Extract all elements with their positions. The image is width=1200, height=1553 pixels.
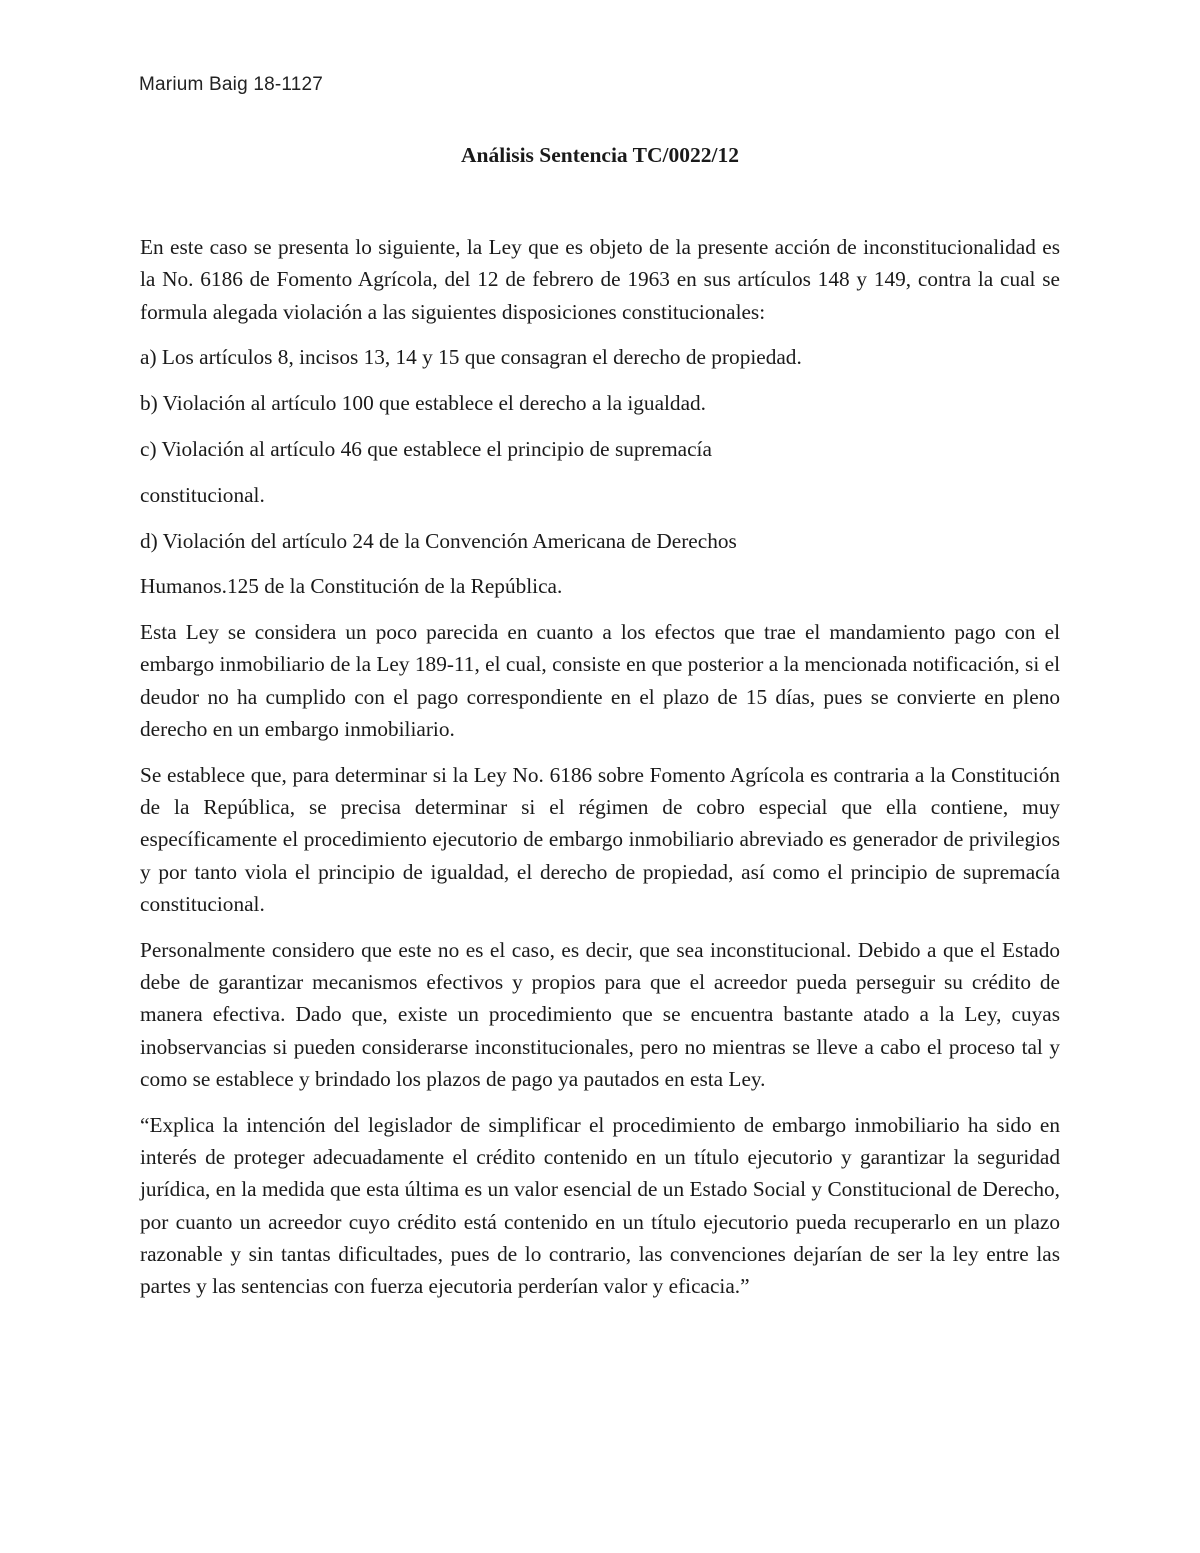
list-item-d: d) Violación del artículo 24 de la Convención Americana de Derechos — [140, 528, 737, 553]
list-item-c-continued: constitucional. — [140, 482, 265, 507]
author-header: Marium Baig 18-1127 — [139, 74, 324, 95]
quotation-paragraph: “Explica la intención del legislador de simplificar el procedimiento de embargo inmobiliario ha sido en interés de proteger adecuadamente el crédito contenido en un título ejecutorio y garantizar la seguridad jurídica, en la medida que esta última es un valor esencial de un Estado Social y Constitucional de Derecho, por cuanto un acreedor cuyo crédito está contenido en un título ejecutorio pueda recuperarlo en un plazo razonable y sin tantas dificultades, pues de lo contrario, las convenciones dejarían de ser la ley entre las partes y las sentencias con fuerza ejecutoria perderían valor y eficacia.” — [140, 1112, 1060, 1299]
personal-opinion-paragraph: Personalmente considero que este no es el caso, es decir, que sea inconstitucional. Debido a que el Estado debe de garantizar mecanismos efectivos y propios para que el acreedor pueda perseguir su crédito de manera efectiva. Dado que, existe un procedimiento que se encuentra bastante atado a la Ley, cuyas inobservancias si pueden considerarse inconstitucionales, pero no mientras se lleve a cabo el proceso tal y como se establece y brindado los plazos de pago ya pautados en esta Ley. — [140, 937, 1060, 1092]
list-item-a: a) Los artículos 8, incisos 13, 14 y 15 que consagran el derecho de propiedad. — [140, 345, 802, 370]
determination-paragraph: Se establece que, para determinar si la Ley No. 6186 sobre Fomento Agrícola es contraria a la Constitución de la República, se precisa determinar si el régimen de cobro especial que ella contiene, muy específicamente el procedimiento ejecutorio de embargo inmobiliario abreviado es generador de privilegios y por tanto viola el principio de igualdad, el derecho de propiedad, así como el principio de supremacía constitucional. — [140, 762, 1060, 917]
intro-paragraph: En este caso se presenta lo siguiente, la Ley que es objeto de la presente acción de inconstitucionalidad es la No. 6186 de Fomento Agrícola, del 12 de febrero de 1963 en sus artículos 148 y 149, contra la cual se formula alegada violación a las siguientes disposiciones constitucionales: — [140, 235, 1060, 324]
list-item-d-continued: Humanos.125 de la Constitución de la República. — [140, 574, 563, 599]
document-body — [140, 231, 1060, 1316]
document-title: Análisis Sentencia TC/0022/12 — [461, 143, 739, 167]
list-item-b: b) Violación al artículo 100 que establece el derecho a la igualdad. — [140, 391, 707, 416]
list-item-c: c) Violación al artículo 46 que establece el principio de supremacía — [140, 436, 712, 461]
ley-comparison-paragraph: Esta Ley se considera un poco parecida en cuanto a los efectos que trae el mandamiento pago con el embargo inmobiliario de la Ley 189-11, el cual, consiste en que posterior a la mencionada notificación, si el deudor no ha cumplido con el pago correspondiente en el plazo de 15 días, pues se convierte en pleno derecho en un embargo inmobiliario. — [140, 620, 1060, 742]
